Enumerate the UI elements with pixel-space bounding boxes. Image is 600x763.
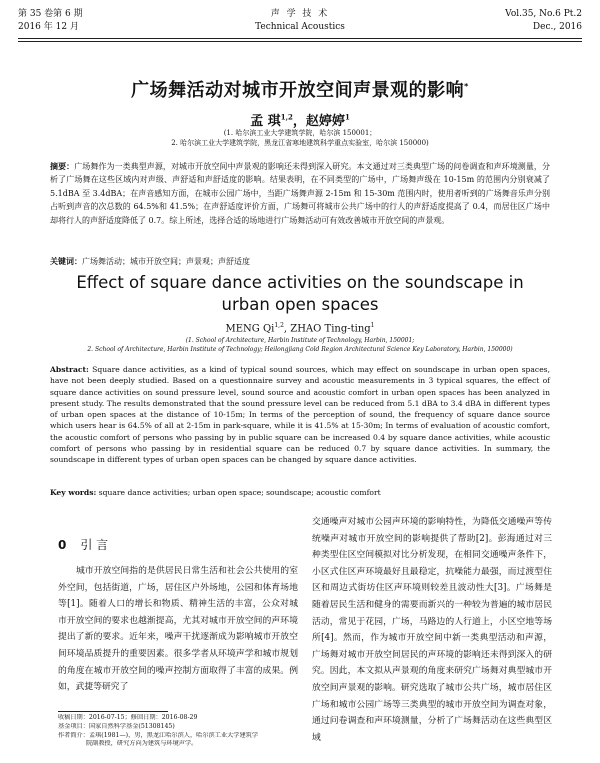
author-2-cn-affil: 1: [344, 112, 350, 122]
paper-title-cn: [0, 76, 600, 102]
body-column-right: 交通噪声对城市公园声环境的影响特性，为降低交通噪声等传统噪声对城市开放空间的影响提供了帮助[2]。彭海通过对三种类型住区空间模拟对比分析发现，在相同交通噪声条件下，小区式住区声环境最好且最稳定，抗噪能力最强，而过渡型住区和周边式街坊住区声环境则较差且波动性大[3]。广场舞是随着居民生活和健身的需要而新兴的一种较为普遍的城市居民活动，常见于花园，广场，马路边的人行道上，小区空地等场所[4]。然而，作为城市开放空间中新一类典型活动和声源，广场舞对城市开放空间居民的声环境的影响还未得到深入的研究。因此，本文拟从声景观的角度来研究广场舞对典型城市开放空间声景观的影响。研究选取了城市公共广场，城市居住区广场和城市公园广场等三类典型的城市开放空间为调查对象，通过问卷调查和声环境测量，分析了广场舞活动在这些典型区域: [312, 517, 552, 743]
author-1-en-affil: 1,2: [274, 322, 284, 329]
author-sep-en: ,: [283, 323, 291, 335]
issue-date: 2016 年 12 月: [18, 22, 79, 32]
author-1-en: MENG Qi: [225, 323, 275, 335]
body-column-left: 城市开放空间指的是供居民日常生活和社会公共使用的室外空间，包括街道，广场，居住区户外场地，公园和体育场地等[1]。随着人口的增长和物质、精神生活的丰富，公众对城市开放空间的要求也越渐提高，尤其对城市开放空间的声环境提出了新的要求。近年来，噪声干扰逐渐成为影响城市开放空间环境品质提升的重要因素。很多学者从环境声学和城市规划的角度在城市开放空间的噪声控制方面取得了丰富的成果。例如，武捷等研究了: [58, 566, 298, 693]
keywords-cn-text: 广场舞活动；城市开放空间；声景观；声舒适度: [82, 257, 250, 266]
keywords-en-label: Key words:: [50, 488, 97, 497]
journal-name-cn: 声 学 技 术: [270, 9, 330, 19]
volume-issue-en: Vol.35, No.6 Pt.2: [505, 9, 582, 19]
abstract-cn-text: 广场舞作为一类典型声源，对城市开放空间中声景观的影响还未得到深入研究。本文通过对三类典型广场的问卷调查和声环境测量，分析了广场舞在这些区域内对声级、声舒适和声舒适度的影响。结果表明，在不同类型的广场中，广场舞声级在 10-15m 的范围内分别衰减了 5.1dBA 至 3.4dBA；在声音感知方面，在城市公园广场中，当距广场舞声源 2-15m 和 15-30m 范围内时，使用者听到的广场舞音乐声分别占听到声音的次总数的 64.5%和 41.5%；在声舒适度评价方面，广场舞可将城市公共广场中的行人的声舒适度提高了 0.4，而居住区广场中却将行人的声舒适度降低了 0.7。综上所述，选择合适的场地进行广场舞活动可有效改善城市开放空间的声景观。: [50, 162, 551, 225]
affiliation-cn-1: (1. 哈尔滨工业大学建筑学院，哈尔滨 150001；: [223, 129, 377, 137]
footnote-author: 作者简介：孟琪(1981—)，男，黑龙江哈尔滨人，哈尔滨工业大学建筑学: [58, 731, 259, 739]
author-2-cn: 赵婷婷: [305, 114, 345, 129]
volume-issue: 第 35 卷第 6 期: [18, 9, 83, 19]
keywords-cn: [50, 256, 550, 268]
footnote-rule: [58, 711, 168, 712]
abstract-en: [50, 364, 550, 466]
footnote-author-cont: 院副教授，研究方向为建筑与环境声学。: [86, 740, 198, 748]
header-rule-thin: [18, 41, 582, 42]
abstract-cn-label: 摘要：: [50, 162, 75, 171]
keywords-cn-label: 关键词：: [50, 257, 82, 266]
footnote-fund: 基金项目：国家自然科学基金(51308145): [58, 722, 175, 730]
section-title: 引 言: [80, 538, 109, 552]
affiliations-cn: [0, 128, 600, 148]
journal-issue-en: [505, 8, 582, 34]
footnote-received: 收稿日期：2016-07-15；修回日期：2016-08-29: [58, 714, 198, 721]
author-2-en: ZHAO Ting-ting: [290, 323, 371, 335]
affiliation-en-1: (1. School of Architecture, Harbin Institute of Technology, Harbin, 150001;: [185, 337, 415, 344]
running-header: [18, 8, 582, 38]
header-rule-thick: [18, 38, 582, 39]
journal-name: [18, 8, 582, 34]
author-sep-cn: ，: [292, 114, 306, 129]
journal-name-en: Technical Acoustics: [255, 22, 345, 32]
title-footnote-mark: *: [464, 82, 469, 91]
author-1-cn-affil: 1,2: [280, 112, 293, 122]
footnotes: [58, 714, 303, 749]
authors-cn: [0, 110, 600, 129]
abstract-en-text: Square dance activities, as a kind of typical sound sources, which may effect on soundscape in urban open spaces, have not been deeply studied. Based on a questionnaire survey and acoustic measurements in 3 typical squares, the effect of square dance activities on sound pressure level, sound source and acoustic comfort in urban open spaces has been analyzed in present study. The results demonstrated that the sound pressure level can be reduced from 5.1 dBA to 3.4 dBA in different types of urban open spaces at the distance of 10-15m; In terms of the perception of sound, the frequency of square dance source which users hear is 64.5% of all at 2-15m in park-square, while it is 41.5% at 15-30m; In terms of evaluation of acoustic comfort, the acoustic comfort of persons who passing by in public square can be increased 0.4 by square dance activities, while acoustic comfort of persons who passing by in residential square can be reduced 0.7 by square dance activities. In summary, the soundscape in different types of urban open spaces can be changed by square dance activities.: [50, 365, 550, 465]
author-2-en-affil: 1: [370, 322, 375, 329]
section-heading: [58, 536, 108, 553]
author-1-cn: 孟 琪: [250, 114, 281, 129]
keywords-en-text: square dance activities; urban open space; soundscape; acoustic comfort: [98, 488, 381, 497]
affiliations-en: [20, 336, 580, 354]
authors-en: [0, 322, 600, 334]
issue-date-en: Dec., 2016: [532, 22, 582, 32]
affiliation-cn-2: 2. 哈尔滨工业大学建筑学院，黑龙江省寒地建筑科学重点实验室，哈尔滨 150000): [171, 139, 429, 147]
paper-title-en: Effect of square dance activities on the soundscape in urban open spaces: [76, 273, 524, 314]
abstract-cn: [50, 160, 550, 227]
keywords-en: [50, 487, 550, 498]
abstract-en-label: Abstract:: [50, 365, 89, 374]
paper-title-cn-text: 广场舞活动对城市开放空间声景观的影响: [131, 80, 465, 101]
section-number: 0: [58, 538, 67, 552]
affiliation-en-2: 2. School of Architecture, Harbin Institute of Technology; Heilongjiang Cold Region Architectural Science Key Laboratory, Harbin, 150000): [87, 346, 513, 353]
